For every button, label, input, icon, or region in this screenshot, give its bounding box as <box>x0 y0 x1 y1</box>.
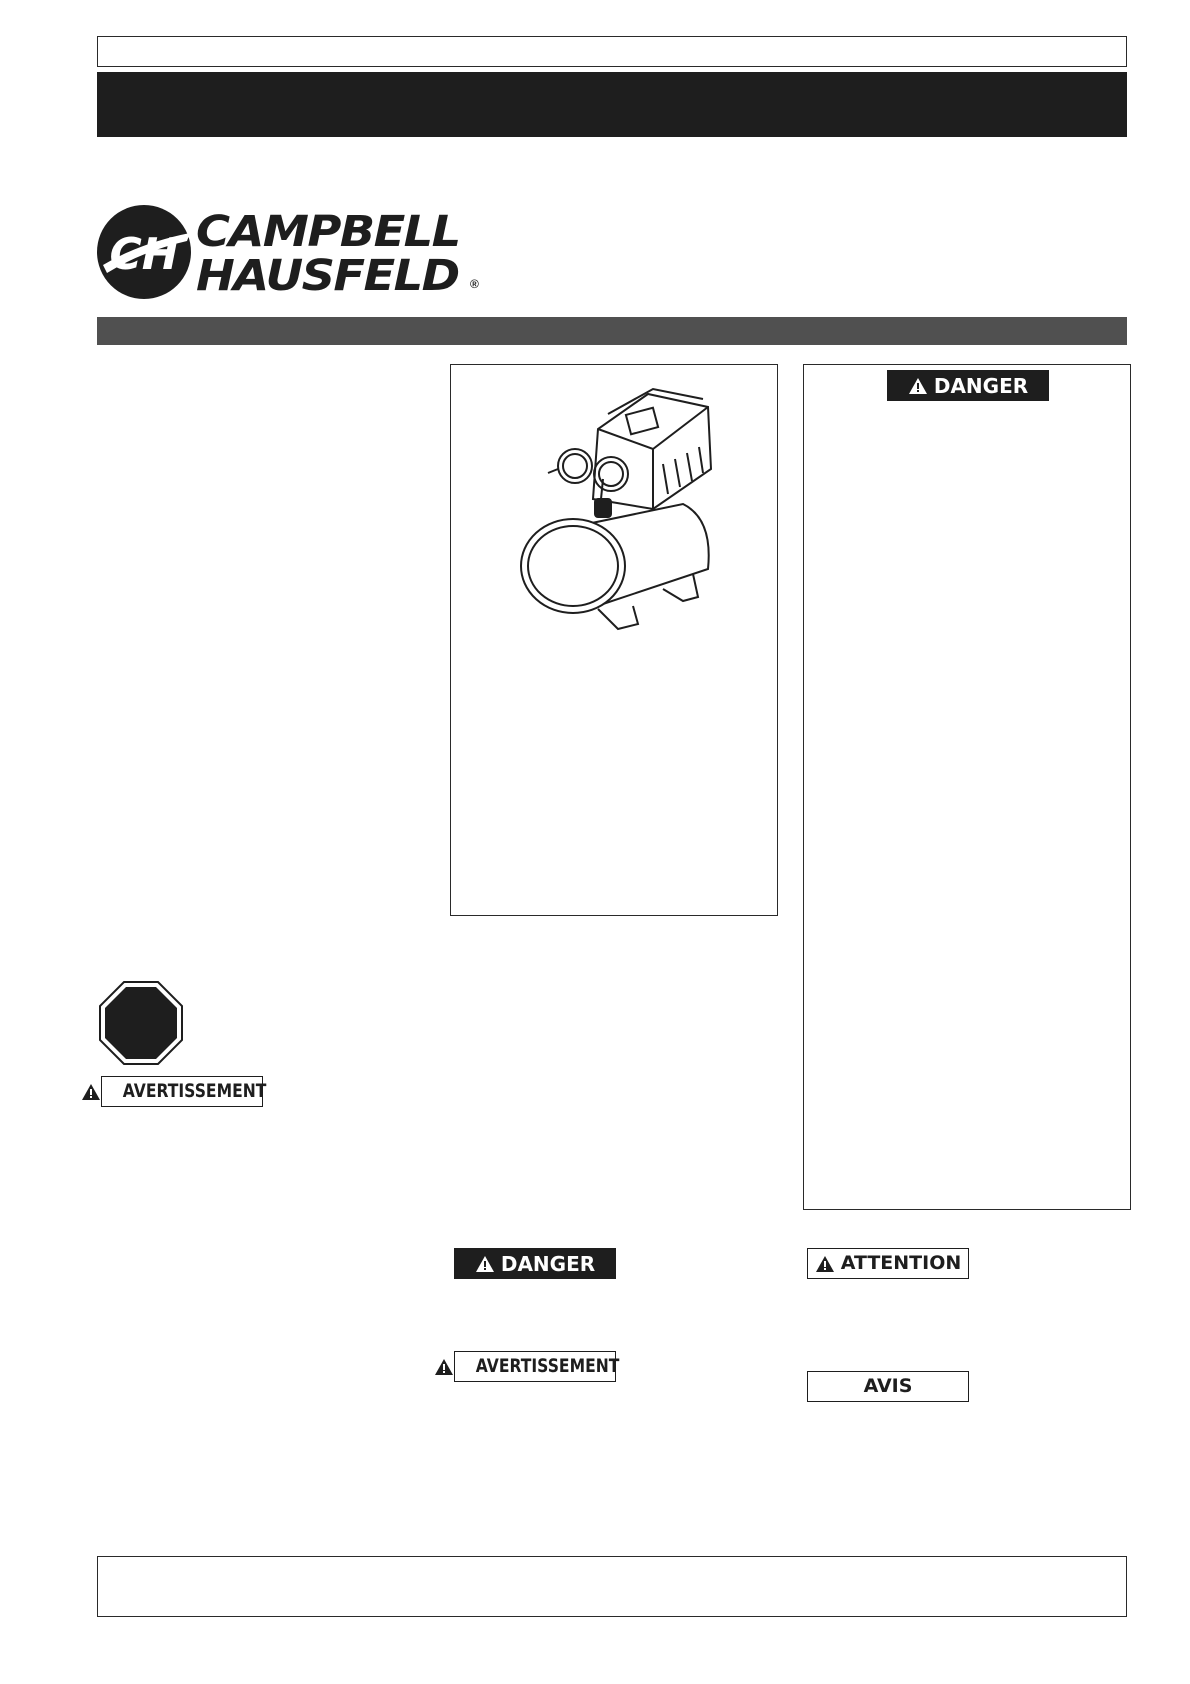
monogram-text: CH <box>109 229 179 280</box>
danger-label-bottom <box>454 1248 616 1279</box>
ch-monogram-icon <box>95 203 193 301</box>
header-outline-box <box>97 36 1127 67</box>
air-compressor-illustration <box>503 369 723 639</box>
avertissement-label-left <box>101 1076 267 1107</box>
avertissement-label-text: AVERTISSEMENT <box>476 1355 620 1377</box>
attention-label <box>807 1248 969 1279</box>
registered-mark: ® <box>470 277 479 291</box>
avis-label-text: AVIS <box>863 1375 913 1397</box>
campbell-hausfeld-logo <box>95 203 505 301</box>
warning-triangle-icon <box>434 1358 454 1376</box>
danger-label-top <box>887 370 1049 401</box>
avertissement-label-text: AVERTISSEMENT <box>123 1080 267 1102</box>
warning-triangle-icon <box>475 1255 495 1273</box>
danger-info-box <box>803 364 1131 1210</box>
danger-label-text: DANGER <box>933 373 1029 398</box>
warning-triangle-icon <box>908 377 928 395</box>
avis-label <box>807 1371 969 1402</box>
avertissement-label-bottom <box>454 1351 620 1382</box>
attention-label-text: ATTENTION <box>840 1252 962 1274</box>
warning-triangle-icon <box>81 1083 101 1101</box>
section-divider-bar <box>97 317 1127 345</box>
stop-sign-icon <box>98 980 184 1066</box>
brand-line-2: HAUSFELD <box>196 251 459 301</box>
warning-triangle-icon <box>815 1255 835 1273</box>
header-title-bar <box>97 72 1127 137</box>
product-figure-frame <box>450 364 778 916</box>
brand-line-1: CAMPBELL <box>196 207 460 257</box>
danger-label-text: DANGER <box>500 1251 596 1276</box>
footer-outline-box <box>97 1556 1127 1617</box>
